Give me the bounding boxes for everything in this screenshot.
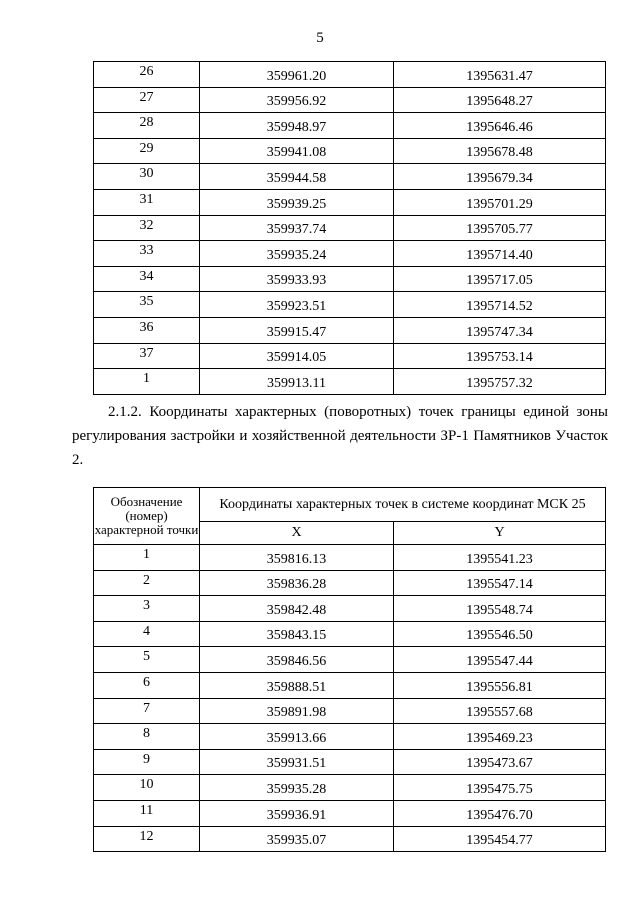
- point-number-cell: 9: [94, 749, 200, 775]
- y-coordinate-cell: 1395701.29: [394, 189, 606, 215]
- x-coordinate-cell: 359931.51: [200, 749, 394, 775]
- x-coordinate-cell: 359961.20: [200, 62, 394, 88]
- y-coordinate-cell: 1395705.77: [394, 215, 606, 241]
- point-number-cell: 37: [94, 343, 200, 369]
- x-coordinate-cell: 359941.08: [200, 138, 394, 164]
- x-coordinate-cell: 359913.11: [200, 369, 394, 395]
- x-coordinate-cell: 359956.92: [200, 87, 394, 113]
- y-coordinate-cell: 1395747.34: [394, 317, 606, 343]
- point-number-cell: 35: [94, 292, 200, 318]
- table-row: [94, 800, 606, 826]
- point-number-cell: 26: [94, 62, 200, 88]
- table-row: [94, 62, 606, 88]
- y-coordinate-cell: 1395631.47: [394, 62, 606, 88]
- y-coordinate-cell: 1395714.40: [394, 241, 606, 267]
- point-number-cell: 34: [94, 266, 200, 292]
- y-coordinate-cell: 1395717.05: [394, 266, 606, 292]
- table-row: [94, 698, 606, 724]
- point-number-cell: 29: [94, 138, 200, 164]
- x-coordinate-cell: 359935.28: [200, 775, 394, 801]
- y-coordinate-cell: 1395547.14: [394, 570, 606, 596]
- x-coordinate-cell: 359937.74: [200, 215, 394, 241]
- x-coordinate-cell: 359842.48: [200, 596, 394, 622]
- coordinates-table-continued: [93, 61, 606, 395]
- x-coordinate-cell: 359948.97: [200, 113, 394, 139]
- table-row: [94, 215, 606, 241]
- coordinates-table-header: [94, 488, 606, 545]
- table-row: [94, 266, 606, 292]
- table-row: [94, 749, 606, 775]
- point-number-cell: 12: [94, 826, 200, 852]
- coordinates-table-body: [94, 545, 606, 852]
- x-coordinate-cell: 359933.93: [200, 266, 394, 292]
- x-coordinate-cell: 359923.51: [200, 292, 394, 318]
- x-coordinate-cell: 359816.13: [200, 545, 394, 571]
- x-coordinate-cell: 359843.15: [200, 621, 394, 647]
- y-coordinate-cell: 1395646.46: [394, 113, 606, 139]
- header-y: Y: [394, 521, 606, 544]
- x-coordinate-cell: 359915.47: [200, 317, 394, 343]
- header-point-number: Обозначение (номер) характерной точки: [94, 488, 200, 545]
- coordinates-table-zone-2: [93, 487, 606, 852]
- y-coordinate-cell: 1395548.74: [394, 596, 606, 622]
- point-number-cell: 1: [94, 545, 200, 571]
- y-coordinate-cell: 1395547.44: [394, 647, 606, 673]
- table-row: [94, 343, 606, 369]
- header-x: X: [200, 521, 394, 544]
- x-coordinate-cell: 359836.28: [200, 570, 394, 596]
- x-coordinate-cell: 359939.25: [200, 189, 394, 215]
- point-number-cell: 33: [94, 241, 200, 267]
- point-number-cell: 5: [94, 647, 200, 673]
- y-coordinate-cell: 1395473.67: [394, 749, 606, 775]
- table-row: [94, 570, 606, 596]
- x-coordinate-cell: 359935.07: [200, 826, 394, 852]
- table-row: [94, 596, 606, 622]
- point-number-cell: 36: [94, 317, 200, 343]
- x-coordinate-cell: 359891.98: [200, 698, 394, 724]
- table-row: [94, 775, 606, 801]
- table-row: [94, 672, 606, 698]
- x-coordinate-cell: 359944.58: [200, 164, 394, 190]
- y-coordinate-cell: 1395546.50: [394, 621, 606, 647]
- point-number-cell: 7: [94, 698, 200, 724]
- y-coordinate-cell: 1395557.68: [394, 698, 606, 724]
- table-row: [94, 241, 606, 267]
- header-coordinates: Координаты характерных точек в системе координат МСК 25: [200, 488, 606, 522]
- table-row: [94, 87, 606, 113]
- table-row: [94, 317, 606, 343]
- point-number-cell: 10: [94, 775, 200, 801]
- x-coordinate-cell: 359914.05: [200, 343, 394, 369]
- point-number-cell: 30: [94, 164, 200, 190]
- x-coordinate-cell: 359935.24: [200, 241, 394, 267]
- y-coordinate-cell: 1395753.14: [394, 343, 606, 369]
- y-coordinate-cell: 1395648.27: [394, 87, 606, 113]
- table-row: [94, 724, 606, 750]
- page-number: 5: [316, 30, 324, 46]
- coordinates-table-body: [94, 62, 606, 395]
- y-coordinate-cell: 1395541.23: [394, 545, 606, 571]
- point-number-cell: 31: [94, 189, 200, 215]
- table-row: [94, 189, 606, 215]
- x-coordinate-cell: 359888.51: [200, 672, 394, 698]
- y-coordinate-cell: 1395679.34: [394, 164, 606, 190]
- table-row: [94, 113, 606, 139]
- table-row: [94, 545, 606, 571]
- point-number-cell: 4: [94, 621, 200, 647]
- y-coordinate-cell: 1395757.32: [394, 369, 606, 395]
- table-row: [94, 164, 606, 190]
- y-coordinate-cell: 1395454.77: [394, 826, 606, 852]
- y-coordinate-cell: 1395678.48: [394, 138, 606, 164]
- section-paragraph: [72, 400, 608, 472]
- x-coordinate-cell: 359913.66: [200, 724, 394, 750]
- table-row: [94, 138, 606, 164]
- table-row: [94, 826, 606, 852]
- point-number-cell: 2: [94, 570, 200, 596]
- table-row: [94, 647, 606, 673]
- x-coordinate-cell: 359936.91: [200, 800, 394, 826]
- y-coordinate-cell: 1395475.75: [394, 775, 606, 801]
- y-coordinate-cell: 1395476.70: [394, 800, 606, 826]
- point-number-cell: 8: [94, 724, 200, 750]
- y-coordinate-cell: 1395714.52: [394, 292, 606, 318]
- y-coordinate-cell: 1395556.81: [394, 672, 606, 698]
- y-coordinate-cell: 1395469.23: [394, 724, 606, 750]
- point-number-cell: 32: [94, 215, 200, 241]
- section-paragraph-text: 2.1.2. Координаты характерных (поворотных) точек границы единой зоны регулирования застройки и хозяйственной деятельности ЗР-1 Памятников Участок 2.: [72, 404, 608, 468]
- point-number-cell: 27: [94, 87, 200, 113]
- table-row: [94, 621, 606, 647]
- point-number-cell: 28: [94, 113, 200, 139]
- table-row: [94, 369, 606, 395]
- x-coordinate-cell: 359846.56: [200, 647, 394, 673]
- point-number-cell: 6: [94, 672, 200, 698]
- table-row: [94, 292, 606, 318]
- point-number-cell: 11: [94, 800, 200, 826]
- point-number-cell: 1: [94, 369, 200, 395]
- point-number-cell: 3: [94, 596, 200, 622]
